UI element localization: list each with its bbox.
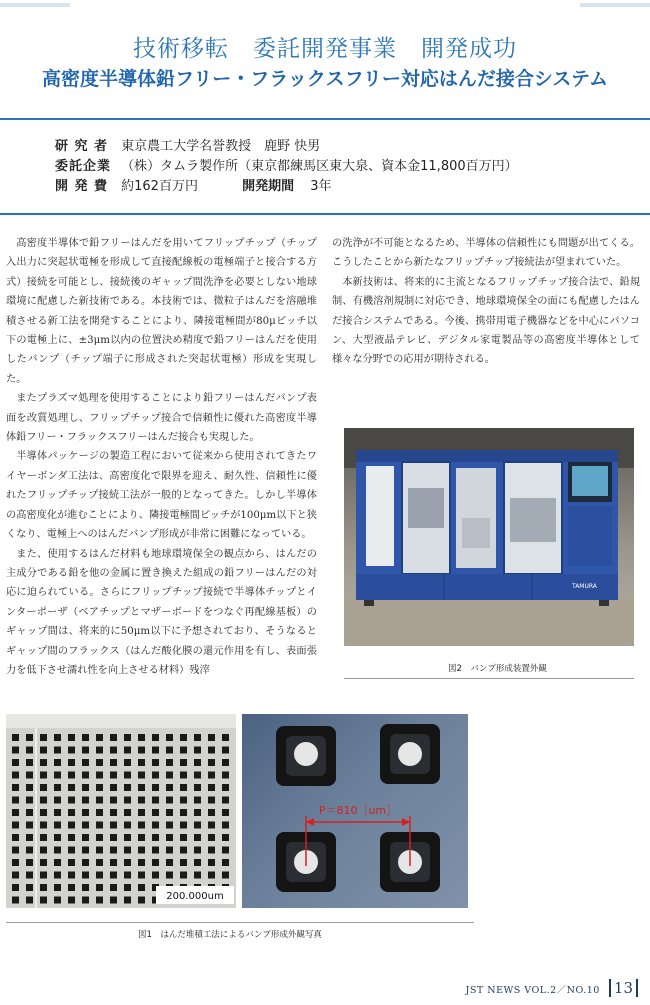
bump-dot [152, 859, 159, 866]
bump-dot [40, 834, 47, 841]
bump-dot [68, 759, 75, 766]
bump-dot [26, 747, 33, 754]
machine-interior [462, 518, 490, 548]
bump-pad [276, 726, 336, 786]
bump-dot [96, 822, 103, 829]
bump-dot [124, 759, 131, 766]
bump-dot [124, 834, 131, 841]
bump-dot [68, 872, 75, 879]
bump-dot [138, 797, 145, 804]
bump-dot [110, 809, 117, 816]
bump-dot [26, 822, 33, 829]
bump-dot [138, 759, 145, 766]
bump-dot [166, 772, 173, 779]
header-bottom-rule [0, 213, 650, 215]
bump-dot [152, 834, 159, 841]
bump-dot [82, 884, 89, 891]
bump-dot [54, 784, 61, 791]
bump-dot [82, 734, 89, 741]
bump-dot [180, 797, 187, 804]
bump-dot [82, 834, 89, 841]
bump-dot [54, 809, 61, 816]
bump-dot [124, 809, 131, 816]
bump-dot [40, 859, 47, 866]
bump-dot [138, 822, 145, 829]
machine-illustration [344, 428, 634, 646]
body-column-right [332, 234, 640, 370]
bump-dot [138, 897, 145, 904]
bump-dot [222, 847, 229, 854]
bump-dot [124, 884, 131, 891]
body-paragraph: また、使用するはんだ材料も地球環境保全の観点から、はんだの主成分である鉛を他の金属に置き換えた組成の鉛フリーはんだの対応に迫られている。さらにフリップチップ接続で半導体チップとインターポーザ（ベアチップとマザーボードをつなぐ再配線基板）のギャップ間は、将来的に50μm以下に予想されており、そうなるとギャップ間のフラックス（はんだ酸化膜の還元作用を有し、表面張力を低下させ濡れ性を向上させる材料）残滓 [6, 548, 317, 676]
bump-dot [54, 759, 61, 766]
info-row-cost [55, 177, 518, 197]
bump-dot [96, 797, 103, 804]
bump-dot [82, 747, 89, 754]
bump-dot [68, 859, 75, 866]
bump-dot [110, 734, 117, 741]
bump-dot [222, 772, 229, 779]
bump-dot [68, 884, 75, 891]
bump-dot [68, 809, 75, 816]
bump-dot [40, 747, 47, 754]
bump-dot [208, 734, 215, 741]
bump-dot [12, 784, 19, 791]
bump-dot [208, 809, 215, 816]
bump-dot [110, 872, 117, 879]
bump-dot [26, 772, 33, 779]
bump-dot [96, 772, 103, 779]
bump-dot [110, 834, 117, 841]
bump-dot [12, 847, 19, 854]
bump-dot [152, 797, 159, 804]
bump-dot [194, 847, 201, 854]
bump-dot [96, 734, 103, 741]
bump-dot [180, 747, 187, 754]
body-paragraph: 高密度半導体で鉛フリーはんだを用いてフリップチップ（チップ入出力に突起状電極を形成して直接配線板の電極端子と接合する方式）接続を可能とし、接続後のギャップ間洗浄を必要としない地球環境に配慮した新技術である。本技術では、微粒子はんだを溶融堆積させる新工法を開発することにより、隣接電極間が80μピッチ以下の電極上に、±3μm以内の位置決め精度で鉛フリーはんだを使用したバンプ（チップ端子に形成された突起状電極）形成を実現した。 [6, 238, 317, 385]
bump-pitch-photo [242, 714, 468, 908]
bump-dot [110, 897, 117, 904]
bump-dot [152, 847, 159, 854]
bump-dot [26, 884, 33, 891]
bump-dot [194, 759, 201, 766]
bump-dot [12, 734, 19, 741]
pitch-label: P＝810［um］ [318, 804, 398, 817]
bump-dot [124, 859, 131, 866]
bump-dot [40, 872, 47, 879]
bump-dot [96, 834, 103, 841]
bump-dot [26, 759, 33, 766]
bump-dot [110, 747, 117, 754]
page-footer [466, 978, 638, 997]
bump-dot [166, 872, 173, 879]
company-value: （株）タムラ製作所（東京都練馬区東大泉、資本金11,800百万円） [121, 159, 518, 174]
bump-dot [180, 784, 187, 791]
bump-dot [222, 859, 229, 866]
machine-brand-label: TAMURA [572, 583, 597, 590]
page-title: 技術移転 委託開発事業 開発成功 [133, 36, 517, 62]
bump-dot [138, 784, 145, 791]
bump-dot [208, 859, 215, 866]
bump-dot [222, 834, 229, 841]
bump-dot [40, 759, 47, 766]
bump-dot [82, 872, 89, 879]
bump-dot [68, 847, 75, 854]
bump-dot [82, 897, 89, 904]
bump-grid-illustration [6, 714, 236, 908]
bump-dot [180, 834, 187, 841]
machine-interior [408, 488, 444, 528]
bump-dot [54, 847, 61, 854]
bump-pad [380, 724, 440, 784]
info-block [55, 137, 518, 197]
bump-dot [54, 822, 61, 829]
bump-dot [96, 759, 103, 766]
company-label: 委託企業 [55, 159, 112, 174]
bump-dot [138, 859, 145, 866]
body-paragraph: またプラズマ処理を使用することにより鉛フリーはんだバンプ表面を改質処理し、フリップチップ接合で信頼性に優れた高密度半導体鉛フリー・フラックスフリーはんだ接合も実現した。 [6, 393, 317, 444]
bump-dot [26, 784, 33, 791]
bump-dot [194, 859, 201, 866]
bump-dot [152, 759, 159, 766]
bump-dot [152, 822, 159, 829]
bump-dot [180, 809, 187, 816]
bump-dot [26, 872, 33, 879]
bump-dot [152, 872, 159, 879]
bump-dot [194, 872, 201, 879]
bump-dot [166, 809, 173, 816]
bump-dot [138, 734, 145, 741]
bump-dot [138, 834, 145, 841]
bump-dot [194, 797, 201, 804]
bump-dot [12, 859, 19, 866]
bump-dot [194, 772, 201, 779]
bump-dot [152, 734, 159, 741]
bump-dot [82, 859, 89, 866]
cost-label: 開 発 費 [55, 179, 109, 194]
top-corner-rule-left [0, 3, 70, 7]
bump-dot [12, 797, 19, 804]
floor [344, 598, 634, 646]
bump-dot [208, 759, 215, 766]
bump-dot [194, 822, 201, 829]
scale-label: 200.000um [166, 891, 224, 902]
bump-dot [54, 834, 61, 841]
bump-dot [82, 809, 89, 816]
bump-dot [110, 784, 117, 791]
bump-dot [40, 897, 47, 904]
bump-dot [54, 747, 61, 754]
bump-dot [110, 822, 117, 829]
bump-dot [124, 797, 131, 804]
bump-dot [40, 822, 47, 829]
control-screen-display [572, 466, 608, 496]
bump-dot [124, 772, 131, 779]
bump-dot [68, 747, 75, 754]
bump-dot [82, 772, 89, 779]
bump-dot [110, 847, 117, 854]
bump-dot [26, 897, 33, 904]
body-column-left [6, 234, 317, 680]
bump-dot [138, 884, 145, 891]
bump-dot [180, 734, 187, 741]
bump-dot [54, 797, 61, 804]
bump-dot [54, 772, 61, 779]
bump-dot [40, 772, 47, 779]
bump-dot [12, 772, 19, 779]
bump-dot [166, 859, 173, 866]
bump-dot [208, 834, 215, 841]
info-row-researcher [55, 137, 518, 157]
machine-photo [344, 428, 634, 646]
bump-dot [12, 809, 19, 816]
period-label: 開発期間 [242, 179, 295, 194]
grid-header-strip [6, 714, 236, 728]
bump-dot [166, 784, 173, 791]
bump-dot [26, 859, 33, 866]
bump-pitch-illustration [242, 714, 468, 908]
bump-dot [152, 784, 159, 791]
page-subtitle: 高密度半導体鉛フリー・フラックスフリー対応はんだ接合システム [41, 68, 608, 90]
bump-dot [208, 797, 215, 804]
bump-dot [12, 747, 19, 754]
bump-dot [194, 734, 201, 741]
bump-dot [96, 872, 103, 879]
bump-dot [68, 772, 75, 779]
journal-label: JST NEWS VOL.2／NO.10 [465, 985, 600, 996]
bump-dot [68, 784, 75, 791]
bump-dot [40, 784, 47, 791]
bump-dot [40, 734, 47, 741]
bump-dot [124, 747, 131, 754]
bump-dot [138, 747, 145, 754]
bump-dot [96, 847, 103, 854]
body-paragraph: の洗浄が不可能となるため、半導体の信頼性にも問題が出てくる。こうしたことから新たなフリップチップ接続法が望まれていた。 [332, 238, 640, 269]
bump-dot [26, 834, 33, 841]
bump-dot [180, 759, 187, 766]
bump-dot [180, 772, 187, 779]
bump-dot [96, 859, 103, 866]
bump-dot [12, 822, 19, 829]
bump-dot [222, 822, 229, 829]
researcher-label: 研 究 者 [55, 139, 109, 154]
bump-dot [124, 847, 131, 854]
bump-dot [26, 734, 33, 741]
bump-dot [82, 822, 89, 829]
bump-dot [166, 834, 173, 841]
bump-dot [26, 809, 33, 816]
body-paragraph: 半導体パッケージの製造工程において従来から使用されてきたワイヤーボンダ工法は、高密度化で限界を迎え、耐久性、信頼性に優れたフリップチップ接続工法が一般的となってきた。しかし半導体の高密度化が進むことにより、隣接電極間ピッチが100μm以下と狭くなり、電極上へのはんだバンプ形成が非常に困難になっている。 [6, 451, 317, 541]
bump-dot [124, 872, 131, 879]
top-corner-rule-right [580, 3, 650, 7]
bump-dot [110, 797, 117, 804]
bump-dot [54, 884, 61, 891]
bump-dot [82, 847, 89, 854]
bump-dot [110, 772, 117, 779]
bump-dot [82, 759, 89, 766]
figure2-caption: 図2 バンプ形成装置外観 [448, 664, 547, 674]
bump-dot [194, 809, 201, 816]
bump-dot [222, 872, 229, 879]
bump-dot [54, 859, 61, 866]
bump-dot [26, 847, 33, 854]
bump-dot [40, 797, 47, 804]
bump-dot [222, 797, 229, 804]
bump-dot [222, 809, 229, 816]
bump-dot [152, 809, 159, 816]
bump-dot [96, 884, 103, 891]
bump-dot [54, 734, 61, 741]
bump-dot [166, 747, 173, 754]
body-paragraph: 本新技術は、将来的に主流となるフリップチップ接合法で、鉛規制、有機溶剤規制に対応でき、地球環境保全の面にも配慮したはんだ接合システムである。今後、携帯用電子機器などを中心にパソコン、大型液晶テレビ、デジタル家電製品等の高密度半導体として様々な分野での応用が期待される。 [332, 276, 640, 366]
bump-dot [194, 834, 201, 841]
bump-dot [152, 747, 159, 754]
bump-dot [12, 759, 19, 766]
machine-top-band [356, 450, 618, 462]
period-value: 3年 [310, 179, 332, 194]
bump-dot [208, 847, 215, 854]
bump-dot [68, 822, 75, 829]
bump-dot [124, 822, 131, 829]
bump-dot [138, 872, 145, 879]
bump-dot [180, 847, 187, 854]
figure1-caption-rule [6, 922, 474, 923]
bump-dot [180, 859, 187, 866]
bump-dot [166, 734, 173, 741]
control-panel [568, 506, 612, 566]
bump-dot [96, 747, 103, 754]
bump-grid-photo [6, 714, 236, 908]
bump-dot [208, 747, 215, 754]
bump-dot [166, 822, 173, 829]
bump-dot [68, 734, 75, 741]
page-number: 13 [609, 979, 638, 997]
bump-dot [166, 759, 173, 766]
bump-dot [194, 747, 201, 754]
bump-dot [110, 759, 117, 766]
bump-dot [96, 809, 103, 816]
bump-dot [96, 897, 103, 904]
bump-dot [180, 822, 187, 829]
bump-dot [124, 734, 131, 741]
cost-value: 約162百万円 [121, 179, 198, 194]
bump-dot [82, 797, 89, 804]
bump-dot [40, 809, 47, 816]
bump-dot [12, 897, 19, 904]
bump-dot [180, 872, 187, 879]
machine-interior [510, 498, 556, 542]
bump-dot [222, 734, 229, 741]
bump-dot [138, 809, 145, 816]
bump-dot [222, 747, 229, 754]
bump-dot [40, 884, 47, 891]
bump-dot [138, 772, 145, 779]
bump-dot [54, 872, 61, 879]
info-row-company [55, 157, 518, 177]
bump-dot [166, 847, 173, 854]
bump-dot [222, 784, 229, 791]
header-top-rule [0, 118, 650, 120]
bump-dot [12, 872, 19, 879]
bump-dot [12, 884, 19, 891]
bump-dot [54, 897, 61, 904]
bump-dot [96, 784, 103, 791]
bump-dot [208, 822, 215, 829]
bump-dot [110, 884, 117, 891]
bump-dot [208, 784, 215, 791]
bump-dot [68, 834, 75, 841]
bump-dot [208, 872, 215, 879]
bump-dot [82, 784, 89, 791]
bump-dot [222, 759, 229, 766]
bump-dot [26, 797, 33, 804]
bump-dot [68, 797, 75, 804]
bump-dot [124, 784, 131, 791]
bump-dot [110, 859, 117, 866]
researcher-value: 東京農工大学名誉教授 鹿野 快男 [121, 139, 321, 154]
bump-dot [68, 897, 75, 904]
figure2-caption-rule [344, 678, 634, 679]
bump-dot [138, 847, 145, 854]
machine-window [366, 466, 394, 566]
bump-dot [152, 772, 159, 779]
figure1-caption: 図1 はんだ堆積工法によるバンプ形成外観写真 [138, 930, 322, 940]
bump-dot [12, 834, 19, 841]
bump-dot [124, 897, 131, 904]
bump-dot [40, 847, 47, 854]
bump-dot [208, 772, 215, 779]
bump-dot [194, 784, 201, 791]
bump-dot [166, 797, 173, 804]
